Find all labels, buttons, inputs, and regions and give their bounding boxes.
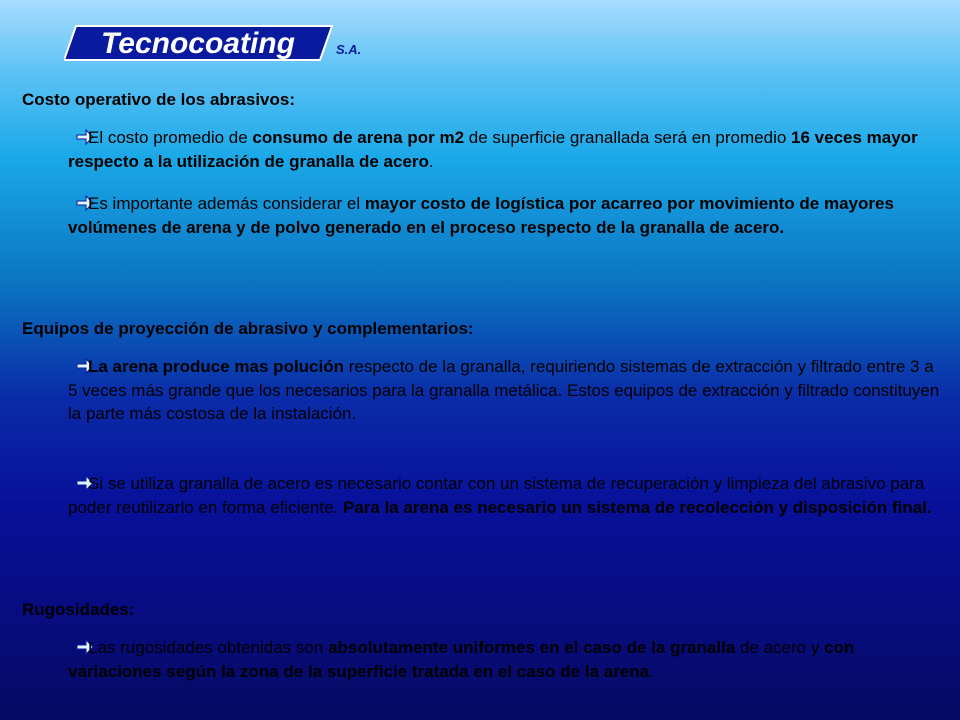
bullet-text-run: El costo promedio de [88,128,253,147]
bullet-text-run: Es importante además considerar el [88,194,365,213]
bullet-text-run: respecto de la granalla, requiriendo sistemas de extracción y filtrado entre 3 a 5 veces más grande que los necesarios para la granalla metálica. Estos equipos de extracción y filtrado constituyen la parte más costosa de la instalación. [68,357,940,423]
tecnocoating-logo [64,24,384,64]
bullet-item [68,355,943,426]
bullet-item [68,192,943,239]
section-heading-rugosidades: Rugosidades: [22,600,135,619]
bullet-item [68,636,943,683]
section-heading-costo: Costo operativo de los abrasivos: [22,90,296,109]
bullet-text-run: La arena produce mas polución [88,357,345,376]
bullet-text-run: . [428,151,434,171]
bullet-text-run: Para la arena es necesario un sistema de recolección y disposición final. [342,497,932,517]
bullet-text-run: mayor costo de logística por acarreo por movimiento de mayores volúmenes de arena y de polvo generado en el proceso respecto de la granalla de acero. [68,194,894,237]
bullet-text-run: de acero y [735,638,825,657]
bullet-text-run: Las rugosidades obtenidas son [88,638,329,657]
logo-suffix: S.A. [336,42,362,57]
logo-name: Tecnocoating [101,27,295,60]
bullet-item [68,472,943,519]
bullet-text-run: absolutamente uniformes en el caso de la granalla [328,638,736,657]
bullet-text-run: 16 veces mayor respecto a la utilización de granalla de acero [68,128,918,171]
bullet-item [68,126,943,173]
bullet-text-run: . [649,661,654,681]
bullet-text-run: con variaciones según la zona de la superficie tratada en el caso de la arena [68,638,855,681]
bullet-text-run: consumo de arena por m2 [252,128,465,147]
bullet-text-run: de superficie granallada será en promedio [464,128,792,147]
section-heading-equipos: Equipos de proyección de abrasivo y complementarios: [22,319,474,338]
bullet-text-run: Si se utiliza granalla de acero es necesario contar con un sistema de recuperación y limpieza del abrasivo para poder reutilizarlo en forma eficiente. [68,474,925,517]
